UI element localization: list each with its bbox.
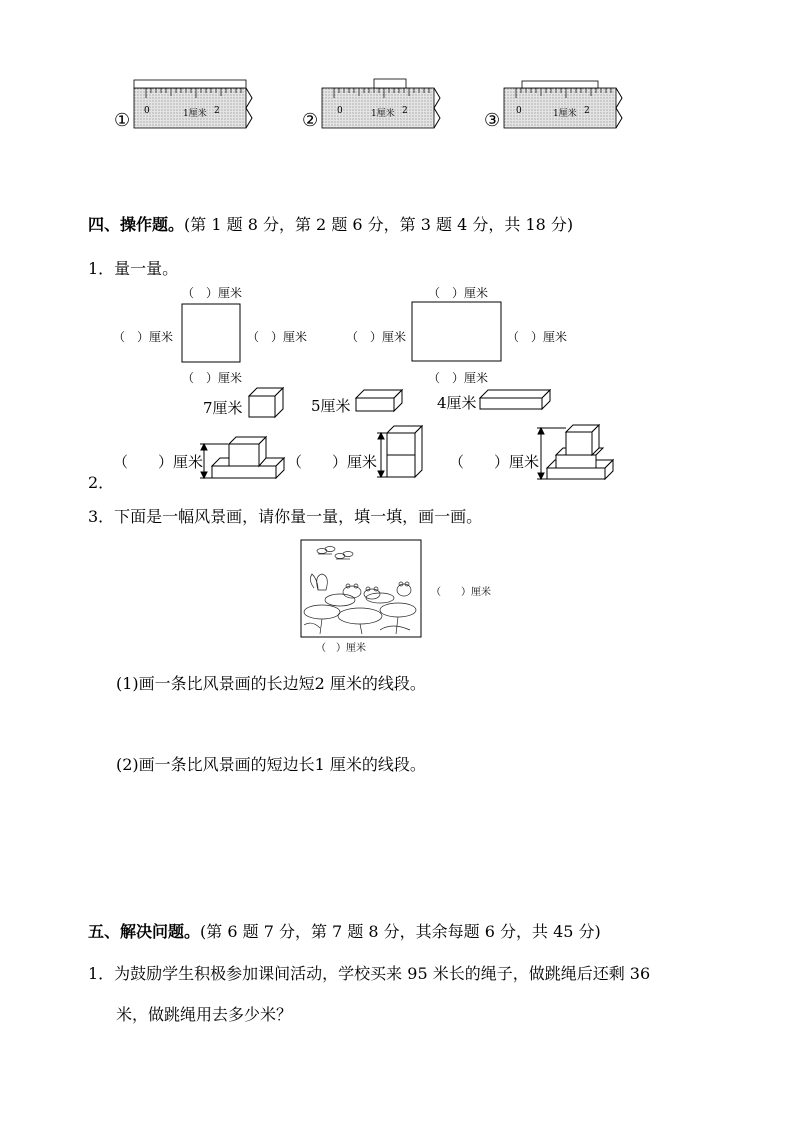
rect-left-label: （ ）厘米: [346, 330, 407, 344]
q2-number: 2．: [88, 473, 115, 492]
ruler-2-cm-label: 1厘米: [371, 109, 395, 119]
ruler-1-number: ①: [114, 110, 131, 131]
picture-bottom-label: （ ）厘米: [316, 643, 366, 654]
ruler-3-two: 2: [584, 106, 590, 116]
problem-1-line2: 米，做跳绳用去多少米？: [116, 1005, 293, 1024]
section-4-scoring: (第 1 题 8 分，第 2 题 6 分，第 3 题 4 分，共 18 分): [184, 215, 574, 234]
square-left-label: （ ）厘米: [113, 330, 174, 344]
ruler-2-two: 2: [402, 106, 408, 116]
rect-top-label: （ ）厘米: [428, 286, 489, 300]
picture-side-label: （ ）厘米: [431, 587, 491, 598]
ruler-2-zero: 0: [337, 106, 343, 116]
square-top-label: （ ）厘米: [182, 286, 243, 300]
square-bottom-label: （ ）厘米: [182, 371, 243, 385]
square-right-label: （ ）厘米: [247, 330, 308, 344]
rect-right-label: （ ）厘米: [507, 330, 568, 344]
box-4cm-label: 4厘米: [437, 394, 477, 412]
rect-bottom-label: （ ）厘米: [428, 371, 489, 385]
ruler-1-two: 2: [214, 106, 220, 116]
section-5-title: [88, 919, 601, 942]
ruler-3-zero: 0: [516, 106, 522, 116]
section-5-scoring: (第 6 题 7 分，第 7 题 8 分，其余每题 6 分，共 45 分): [200, 922, 601, 941]
ruler-3-cm-label: 1厘米: [553, 109, 577, 119]
q3-title: 3．下面是一幅风景画，请你量一量，填一填，画一画。: [88, 507, 483, 526]
q3-sub1: (1)画一条比风景画的长边短2 厘米的线段。: [116, 674, 426, 693]
section-5-heading: 五、解决问题。: [88, 922, 201, 941]
q2-answer-3: （ ）厘米: [449, 453, 540, 471]
section-4-heading: 四、操作题。: [88, 215, 185, 234]
ruler-1-zero: 0: [144, 106, 150, 116]
ruler-3-number: ③: [484, 110, 501, 131]
problem-1-line1: 1．为鼓励学生积极参加课间活动，学校买来 95 米长的绳子，做跳绳后还剩 36: [88, 964, 651, 983]
q1-title: 1．量一量。: [88, 259, 179, 278]
box-5cm-label: 5厘米: [311, 397, 351, 415]
q2-answer-1: （ ）厘米: [113, 453, 204, 471]
q3-sub2: (2)画一条比风景画的短边长1 厘米的线段。: [116, 755, 426, 774]
ruler-1-cm-label: 1厘米: [183, 109, 207, 119]
q2-answer-2: （ ）厘米: [287, 453, 378, 471]
box-7cm-label: 7厘米: [203, 399, 243, 417]
ruler-2-number: ②: [302, 110, 319, 131]
